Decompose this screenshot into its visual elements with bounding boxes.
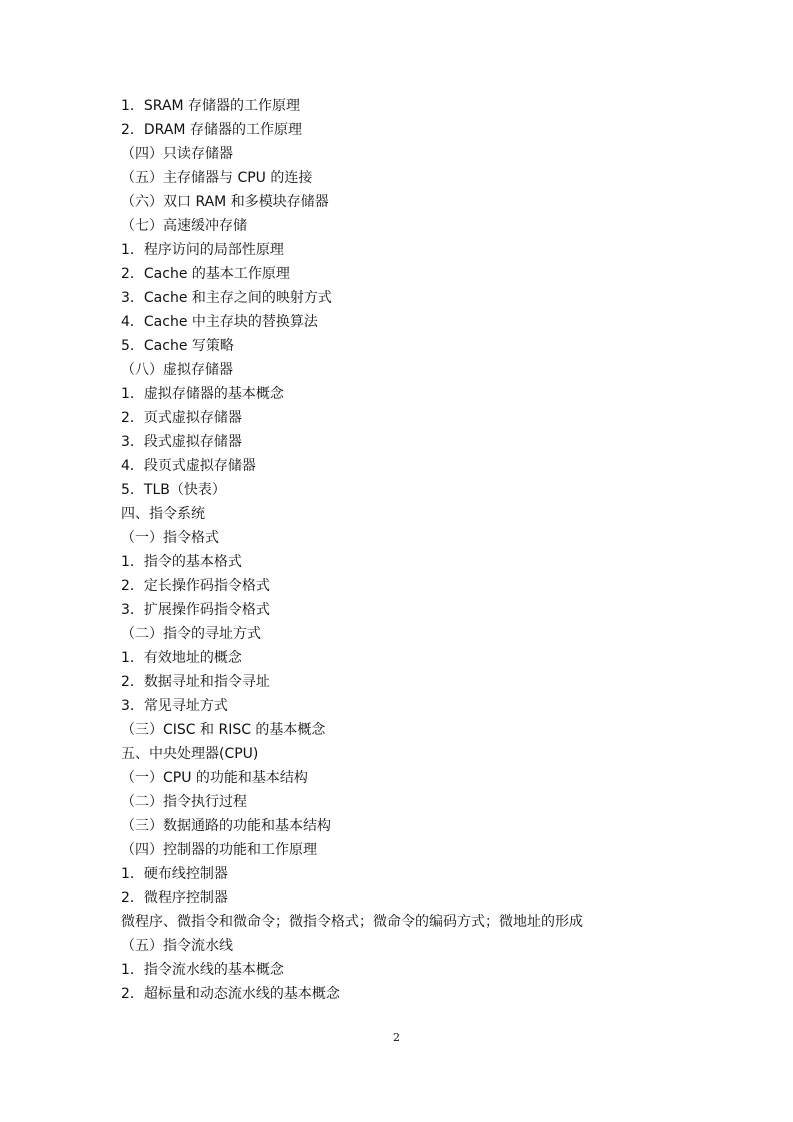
outline-line: 2．Cache 的基本工作原理 (121, 266, 290, 282)
outline-line: （五）指令流水线 (121, 938, 233, 954)
outline-line: 2．微程序控制器 (121, 890, 228, 906)
outline-line: （四）控制器的功能和工作原理 (121, 842, 317, 858)
outline-line: 五、中央处理器(CPU) (121, 746, 259, 762)
outline-line: 1．虚拟存储器的基本概念 (121, 386, 284, 402)
outline-line: 5．Cache 写策略 (121, 338, 234, 354)
outline-line: （八）虚拟存储器 (121, 362, 233, 378)
outline-line: 1．程序访问的局部性原理 (121, 242, 284, 258)
page-number: 2 (393, 1031, 400, 1044)
outline-line: 2．超标量和动态流水线的基本概念 (121, 986, 340, 1002)
outline-line: 4．段页式虚拟存储器 (121, 458, 256, 474)
outline-line: （一）指令格式 (121, 530, 219, 546)
outline-line: 5．TLB（快表） (121, 482, 226, 498)
outline-line: 2．定长操作码指令格式 (121, 578, 270, 594)
outline-line: 3．扩展操作码指令格式 (121, 602, 270, 618)
outline-line: 2．DRAM 存储器的工作原理 (121, 122, 302, 138)
outline-line: 2．页式虚拟存储器 (121, 410, 242, 426)
outline-line: 1．SRAM 存储器的工作原理 (121, 98, 301, 114)
outline-line: 1．指令流水线的基本概念 (121, 962, 284, 978)
outline-line: （三）数据通路的功能和基本结构 (121, 818, 331, 834)
outline-line: （二）指令执行过程 (121, 794, 247, 810)
outline-line: 1．硬布线控制器 (121, 866, 228, 882)
outline-line: 2．数据寻址和指令寻址 (121, 674, 270, 690)
outline-line: 四、指令系统 (121, 506, 205, 522)
outline-line: 3．段式虚拟存储器 (121, 434, 242, 450)
outline-content (121, 94, 681, 1006)
outline-line: 3．常见寻址方式 (121, 698, 228, 714)
outline-line: （六）双口 RAM 和多模块存储器 (121, 194, 329, 210)
outline-line: （五）主存储器与 CPU 的连接 (121, 170, 313, 186)
outline-line: 1．有效地址的概念 (121, 650, 242, 666)
outline-line: （一）CPU 的功能和基本结构 (121, 770, 308, 786)
outline-line: 微程序、微指令和微命令；微指令格式；微命令的编码方式；微地址的形成 (121, 914, 583, 930)
outline-line: （四）只读存储器 (121, 146, 233, 162)
outline-line: （七）高速缓冲存储 (121, 218, 247, 234)
outline-line: 4．Cache 中主存块的替换算法 (121, 314, 318, 330)
outline-line: 1．指令的基本格式 (121, 554, 242, 570)
outline-line: 3．Cache 和主存之间的映射方式 (121, 290, 332, 306)
outline-line: （二）指令的寻址方式 (121, 626, 261, 642)
outline-line: （三）CISC 和 RISC 的基本概念 (121, 722, 326, 738)
